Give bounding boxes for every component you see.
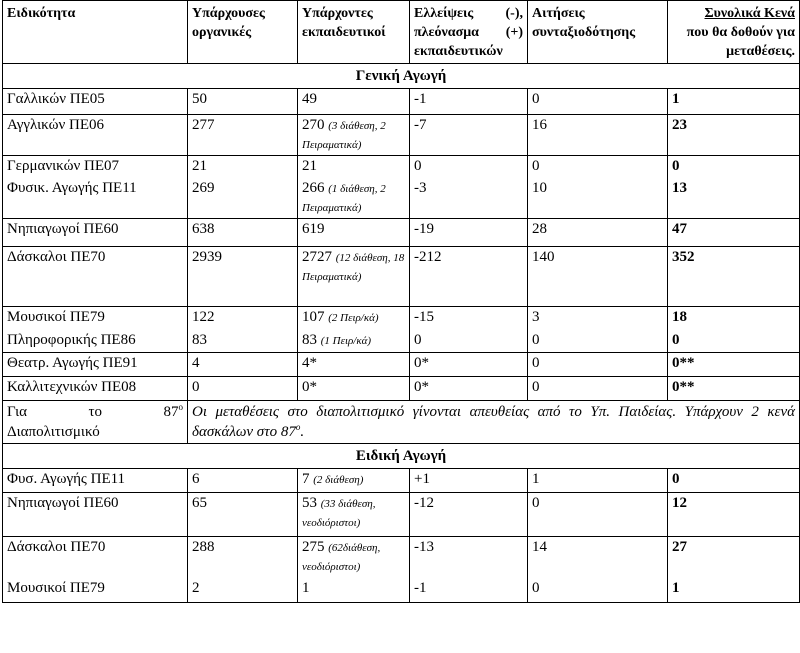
cell-specialty bbox=[3, 178, 188, 219]
teacher-note: (1 διάθεση, 2 Πειραματικά) bbox=[302, 182, 386, 214]
table-row bbox=[3, 306, 800, 330]
cell-specialty-value: Γερμανικών ΠΕ07 bbox=[7, 158, 120, 174]
cell-difference bbox=[410, 115, 528, 156]
cell-retirements-value: 1 bbox=[532, 470, 540, 487]
cell-difference-value: -12 bbox=[414, 494, 434, 511]
vacancy-table bbox=[2, 0, 800, 603]
cell-retirements bbox=[528, 376, 668, 400]
cell-total bbox=[668, 306, 800, 330]
table-row bbox=[3, 492, 800, 536]
table-row bbox=[3, 246, 800, 306]
cell-total bbox=[668, 376, 800, 400]
section-title-special: Ειδική Αγωγή bbox=[3, 443, 800, 468]
cell-retirements bbox=[528, 178, 668, 219]
cell-positions-value: 50 bbox=[192, 91, 207, 107]
table-row bbox=[3, 156, 800, 178]
cell-difference-value: -212 bbox=[414, 248, 442, 265]
cell-teachers-value: 107 bbox=[302, 308, 325, 325]
cell-difference bbox=[410, 536, 528, 578]
cell-teachers bbox=[298, 246, 410, 306]
cell-specialty bbox=[3, 115, 188, 156]
cell-specialty bbox=[3, 468, 188, 492]
cell-specialty bbox=[3, 376, 188, 400]
cell-total-value: 0 bbox=[672, 470, 680, 487]
cell-difference bbox=[410, 178, 528, 219]
cell-teachers bbox=[298, 218, 410, 246]
cell-retirements bbox=[528, 468, 668, 492]
cell-positions bbox=[188, 578, 298, 602]
header-existing-teachers: Υπάρχοντες εκπαιδευτικοί bbox=[298, 1, 410, 64]
cell-total-value: 12 bbox=[672, 494, 687, 511]
cell-specialty bbox=[3, 330, 188, 352]
cell-retirements-value: 28 bbox=[532, 220, 547, 237]
cell-difference bbox=[410, 330, 528, 352]
table-row bbox=[3, 468, 800, 492]
cell-difference-value: -1 bbox=[414, 91, 427, 107]
cell-positions bbox=[188, 330, 298, 352]
cell-specialty bbox=[3, 156, 188, 178]
section-title-general: Γενική Αγωγή bbox=[3, 64, 800, 89]
table-row bbox=[3, 536, 800, 578]
cell-difference bbox=[410, 352, 528, 376]
cell-specialty bbox=[3, 218, 188, 246]
cell-teachers-value: 619 bbox=[302, 220, 325, 237]
cell-positions bbox=[188, 246, 298, 306]
cell-teachers bbox=[298, 376, 410, 400]
cell-positions-value: 122 bbox=[192, 308, 215, 325]
table-row bbox=[3, 376, 800, 400]
section-row-special bbox=[3, 443, 800, 468]
cell-difference-value: 0 bbox=[414, 332, 422, 348]
cell-teachers bbox=[298, 156, 410, 178]
header-specialty: Ειδικότητα bbox=[3, 1, 188, 64]
cell-teachers bbox=[298, 492, 410, 536]
cell-total-value: 18 bbox=[672, 308, 687, 325]
cell-total bbox=[668, 156, 800, 178]
cell-specialty bbox=[3, 536, 188, 578]
cell-retirements-value: 0 bbox=[532, 378, 540, 395]
cell-difference bbox=[410, 468, 528, 492]
header-row bbox=[3, 1, 800, 64]
cell-positions bbox=[188, 156, 298, 178]
cell-retirements-value: 0 bbox=[532, 332, 540, 348]
cell-specialty-value: Δάσκαλοι ΠΕ70 bbox=[7, 248, 106, 265]
cell-positions-value: 269 bbox=[192, 179, 215, 196]
cell-positions-value: 638 bbox=[192, 220, 215, 237]
cell-difference-value: -15 bbox=[414, 308, 434, 325]
cell-difference-value: 0* bbox=[414, 378, 429, 395]
cell-positions-value: 288 bbox=[192, 538, 215, 555]
note-row bbox=[3, 400, 800, 443]
teacher-note: (62διάθεση, νεοδιόριστοι) bbox=[302, 541, 381, 573]
cell-teachers bbox=[298, 178, 410, 219]
cell-positions-value: 83 bbox=[192, 332, 207, 348]
cell-specialty-value: Γαλλικών ΠΕ05 bbox=[7, 91, 105, 107]
cell-retirements-value: 3 bbox=[532, 308, 540, 325]
general-education-body bbox=[3, 64, 800, 401]
note-label-sup: ο bbox=[178, 401, 183, 412]
cell-total bbox=[668, 492, 800, 536]
table-row bbox=[3, 115, 800, 156]
cell-difference bbox=[410, 306, 528, 330]
note-label bbox=[3, 400, 188, 443]
cell-total bbox=[668, 218, 800, 246]
header-existing-positions: Υπάρχουσες οργανικές bbox=[188, 1, 298, 64]
header-retirement-requests: Αιτήσεις συνταξιοδότησης bbox=[528, 1, 668, 64]
cell-teachers bbox=[298, 578, 410, 602]
note-label-w3 bbox=[163, 402, 183, 422]
cell-retirements-value: 10 bbox=[532, 179, 547, 196]
cell-specialty bbox=[3, 352, 188, 376]
note-body bbox=[3, 400, 800, 468]
cell-positions-value: 6 bbox=[192, 470, 200, 487]
cell-retirements-value: 0 bbox=[532, 158, 540, 174]
cell-difference bbox=[410, 156, 528, 178]
cell-teachers-value: 83 bbox=[302, 332, 317, 348]
cell-teachers-value: 1 bbox=[302, 580, 310, 596]
cell-teachers-value: 4* bbox=[302, 354, 317, 371]
cell-retirements bbox=[528, 89, 668, 115]
note-label-line1 bbox=[7, 402, 183, 422]
cell-retirements-value: 0 bbox=[532, 494, 540, 511]
cell-teachers bbox=[298, 330, 410, 352]
cell-retirements bbox=[528, 218, 668, 246]
cell-total-value: 1 bbox=[672, 91, 680, 107]
cell-teachers-value: 21 bbox=[302, 158, 317, 174]
teacher-note: (3 διάθεση, 2 Πειραματικά) bbox=[302, 120, 386, 151]
table-row bbox=[3, 89, 800, 115]
cell-specialty-value: Μουσικοί ΠΕ79 bbox=[7, 580, 105, 596]
cell-positions-value: 2 bbox=[192, 580, 200, 596]
cell-difference-value: +1 bbox=[414, 470, 430, 487]
cell-teachers-value: 49 bbox=[302, 91, 317, 107]
cell-positions-value: 277 bbox=[192, 117, 215, 133]
cell-total bbox=[668, 578, 800, 602]
cell-positions bbox=[188, 178, 298, 219]
header-total-vacancies bbox=[668, 1, 800, 64]
cell-teachers bbox=[298, 468, 410, 492]
cell-retirements-value: 0 bbox=[532, 580, 540, 596]
teacher-note: (2 Πειρ/κά) bbox=[328, 311, 379, 324]
cell-positions bbox=[188, 218, 298, 246]
note-text-sup: ο bbox=[295, 421, 301, 432]
cell-total bbox=[668, 536, 800, 578]
cell-difference-value: -3 bbox=[414, 179, 427, 196]
header-total-rest: που θα δοθούν για μεταθέσεις. bbox=[686, 25, 795, 59]
cell-difference-value: -7 bbox=[414, 117, 427, 133]
cell-total-value: 27 bbox=[672, 538, 687, 555]
cell-difference bbox=[410, 246, 528, 306]
cell-total bbox=[668, 178, 800, 219]
cell-teachers-value: 266 bbox=[302, 179, 325, 196]
cell-specialty-value: Φυσ. Αγωγής ΠΕ11 bbox=[7, 470, 126, 487]
cell-teachers-value: 7 bbox=[302, 470, 310, 487]
cell-total bbox=[668, 89, 800, 115]
cell-difference-value: -19 bbox=[414, 220, 434, 237]
cell-specialty-value: Θεατρ. Αγωγής ΠΕ91 bbox=[7, 354, 138, 371]
cell-retirements bbox=[528, 330, 668, 352]
note-text-end: . bbox=[300, 423, 305, 440]
teacher-note: (12 διάθεση, 18 Πειραματικά) bbox=[302, 251, 405, 283]
cell-total-value: 1 bbox=[672, 580, 680, 596]
cell-total bbox=[668, 352, 800, 376]
cell-teachers-value: 270 bbox=[302, 117, 325, 133]
cell-specialty-value: Νηπιαγωγοί ΠΕ60 bbox=[7, 220, 119, 237]
cell-positions bbox=[188, 115, 298, 156]
cell-specialty-value: Φυσικ. Αγωγής ΠΕ11 bbox=[7, 179, 137, 196]
cell-positions-value: 4 bbox=[192, 354, 200, 371]
cell-positions-value: 0 bbox=[192, 378, 200, 395]
table-row bbox=[3, 352, 800, 376]
cell-positions bbox=[188, 536, 298, 578]
cell-specialty-value: Δάσκαλοι ΠΕ70 bbox=[7, 538, 106, 555]
note-label-num: 87 bbox=[163, 403, 179, 420]
cell-difference bbox=[410, 218, 528, 246]
cell-difference-value: -1 bbox=[414, 580, 427, 596]
section-row-general bbox=[3, 64, 800, 89]
note-text-body: Οι μεταθέσεις στο διαπολιτισμικό γίνονται απευθείας από το Υπ. Παιδείας. Υπάρχουν 2 κενά δασκάλων στο 87 bbox=[192, 403, 795, 440]
cell-retirements-value: 0 bbox=[532, 354, 540, 371]
cell-difference-value: 0 bbox=[414, 158, 422, 174]
cell-retirements-value: 14 bbox=[532, 538, 547, 555]
special-education-body bbox=[3, 468, 800, 602]
cell-difference-value: 0* bbox=[414, 354, 429, 371]
cell-teachers bbox=[298, 89, 410, 115]
cell-specialty bbox=[3, 89, 188, 115]
cell-teachers bbox=[298, 536, 410, 578]
cell-positions bbox=[188, 352, 298, 376]
cell-positions bbox=[188, 492, 298, 536]
cell-total-value: 23 bbox=[672, 117, 687, 133]
teacher-note: (1 Πειρ/κά) bbox=[320, 335, 372, 347]
cell-retirements bbox=[528, 246, 668, 306]
cell-retirements-value: 0 bbox=[532, 91, 540, 107]
header-shortage-surplus: Ελλείψεις (-), πλεόνασμα (+) εκπαιδευτικών bbox=[410, 1, 528, 64]
cell-positions bbox=[188, 376, 298, 400]
cell-teachers-value: 53 bbox=[302, 494, 317, 511]
note-label-line2: Διαπολιτισμικό bbox=[7, 423, 100, 440]
table-row bbox=[3, 218, 800, 246]
cell-teachers-value: 275 bbox=[302, 538, 325, 555]
cell-retirements bbox=[528, 156, 668, 178]
table-row bbox=[3, 178, 800, 219]
cell-total bbox=[668, 468, 800, 492]
table-row bbox=[3, 330, 800, 352]
cell-total bbox=[668, 330, 800, 352]
cell-specialty-value: Αγγλικών ΠΕ06 bbox=[7, 117, 105, 133]
cell-positions bbox=[188, 89, 298, 115]
cell-teachers bbox=[298, 352, 410, 376]
teacher-note: (2 διάθεση) bbox=[313, 473, 364, 486]
cell-positions-value: 21 bbox=[192, 158, 207, 174]
cell-specialty-value: Μουσικοί ΠΕ79 bbox=[7, 308, 105, 325]
cell-specialty-value: Καλλιτεχνικών ΠΕ08 bbox=[7, 378, 137, 395]
cell-difference bbox=[410, 578, 528, 602]
note-label-w1: Για bbox=[7, 403, 28, 420]
cell-difference bbox=[410, 89, 528, 115]
cell-retirements bbox=[528, 352, 668, 376]
cell-specialty bbox=[3, 306, 188, 330]
cell-retirements bbox=[528, 536, 668, 578]
cell-total-value: 0** bbox=[672, 378, 695, 395]
cell-specialty bbox=[3, 246, 188, 306]
cell-positions bbox=[188, 306, 298, 330]
cell-total-value: 13 bbox=[672, 179, 687, 196]
cell-specialty-value: Πληροφορικής ΠΕ86 bbox=[7, 332, 136, 348]
cell-retirements-value: 16 bbox=[532, 117, 547, 133]
cell-positions bbox=[188, 468, 298, 492]
cell-teachers-value: 2727 bbox=[302, 248, 332, 265]
cell-positions-value: 2939 bbox=[192, 248, 222, 265]
cell-specialty bbox=[3, 492, 188, 536]
cell-total-value: 0 bbox=[672, 332, 680, 348]
cell-total-value: 47 bbox=[672, 220, 687, 237]
cell-specialty bbox=[3, 578, 188, 602]
cell-retirements bbox=[528, 115, 668, 156]
header-total-underlined: Συνολικά Κενά bbox=[704, 6, 795, 21]
cell-difference bbox=[410, 376, 528, 400]
cell-positions-value: 65 bbox=[192, 494, 207, 511]
note-text bbox=[188, 400, 800, 443]
cell-teachers-value: 0* bbox=[302, 378, 317, 395]
note-label-w2: το bbox=[88, 403, 103, 420]
teacher-note: (33 διάθεση, νεοδιόριστοι) bbox=[302, 497, 376, 529]
cell-retirements bbox=[528, 578, 668, 602]
cell-teachers bbox=[298, 306, 410, 330]
cell-total-value: 352 bbox=[672, 248, 695, 265]
cell-retirements bbox=[528, 492, 668, 536]
cell-difference bbox=[410, 492, 528, 536]
cell-total bbox=[668, 115, 800, 156]
cell-retirements bbox=[528, 306, 668, 330]
cell-difference-value: -13 bbox=[414, 538, 434, 555]
table-row bbox=[3, 578, 800, 602]
cell-total-value: 0 bbox=[672, 158, 680, 174]
cell-specialty-value: Νηπιαγωγοί ΠΕ60 bbox=[7, 494, 119, 511]
cell-total-value: 0** bbox=[672, 354, 695, 371]
cell-teachers bbox=[298, 115, 410, 156]
cell-retirements-value: 140 bbox=[532, 248, 555, 265]
cell-total bbox=[668, 246, 800, 306]
